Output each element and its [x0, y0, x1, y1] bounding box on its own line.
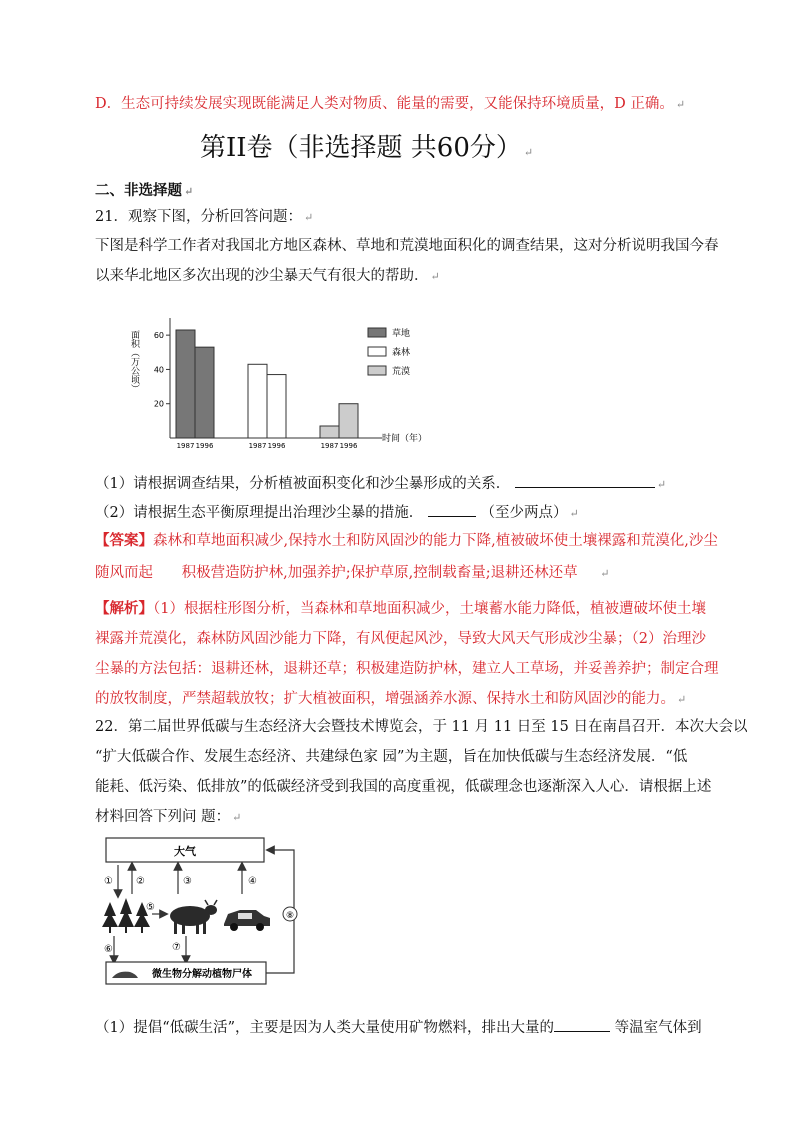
- analysis-block: 【解析】（1）根据柱形图分析，当森林和草地面积减少，土壤蓄水能力降低，植被遭破坏使土壤 裸露并荒漠化，森林防风固沙能力下降，有风便起风沙，导致大风天气形成沙尘暴；（2）治理沙 尘暴的方法包括：退耕还林，退耕还草；积极建造防护林，建立人工草场，并妥善养护；制定合理 的放牧制度，严禁超载放牧；扩大植被面积，增强涵养水源、保持水土和防风固沙的能力。 ↵: [95, 600, 719, 707]
- bar-0-1: [195, 347, 214, 438]
- x-tick-label: 1987: [176, 442, 195, 450]
- arrow-label-6: ⑥: [104, 944, 113, 955]
- arrow-label-7: ⑦: [172, 942, 181, 953]
- question-22-stem: 22．第二届世界低碳与生态经济大会暨技术博览会，于 11 月 11 日至 15 日在南昌召开．本次大会以 “扩大低碳合作、发展生态经济、共建绿色家 园”为主题，旨在加快低碳与生态经济发展．“低 能耗、低污染、低排放”的低碳经济受到我国的高度重视，低碳理念也逐渐深入人心．请根据上述 材料回答下列问 题： ↵: [95, 719, 748, 825]
- answer-line2: 随风而起 积极营造防护林,加强养护;保护草原,控制载畜量;退耕还林还草 ↵: [95, 565, 610, 581]
- legend-swatch-1: [368, 347, 386, 356]
- answer-blank: [515, 473, 655, 488]
- x-axis-label: 时间（年）: [382, 434, 428, 444]
- y-tick-label: 40: [153, 365, 164, 375]
- x-tick-label: 1987: [248, 442, 267, 450]
- x-tick-label: 1996: [195, 442, 214, 450]
- vegetation-area-chart: [120, 310, 450, 460]
- question-22-sub1: （1）提倡“低碳生活”，主要是因为人类大量使用矿物燃料，排出大量的 等温室气体到: [95, 1017, 702, 1038]
- cow-icon: [170, 900, 217, 934]
- question-21-sub2: （2）请根据生态平衡原理提出治理沙尘暴的措施． （至少两点） ↵: [95, 502, 579, 524]
- question-21-stem: 21．观察下图，分析回答问题： ↵: [95, 209, 314, 225]
- answer-blank: [554, 1017, 610, 1032]
- decomposer-label: 微生物分解动植物尸体: [152, 969, 252, 980]
- answer-line1: 【答案】森林和草地面积减少,保持水土和防风固沙的能力下降,植被破坏使土壤裸露和荒漠化,沙尘: [95, 532, 718, 549]
- question-21-sub1: （1）请根据调查结果，分析植被面积变化和沙尘暴形成的关系． ↵: [95, 473, 666, 495]
- arrow-label-4: ④: [248, 876, 257, 887]
- arrow-label-5: ⑤: [146, 902, 155, 913]
- subsection-heading: 二、非选择题 ↵: [95, 182, 194, 199]
- legend-swatch-0: [368, 328, 386, 337]
- y-tick-label: 20: [153, 399, 164, 409]
- legend-label-0: 草地: [392, 329, 411, 339]
- question-21-intro-line2: 以来华北地区多次出现的沙尘暴天气有很大的帮助． ↵: [95, 268, 440, 284]
- x-tick-label: 1996: [339, 442, 358, 450]
- atmosphere-label: 大气: [174, 845, 196, 858]
- option-d-explanation: D．生态可持续发展实现既能满足人类对物质、能量的需要，又能保持环境质量，D 正确。 ↵: [95, 96, 686, 112]
- arrow-label-8: ⑧: [285, 911, 295, 921]
- arrow-label-3: ③: [183, 876, 192, 887]
- bar-2-1: [339, 404, 358, 438]
- bar-2-0: [320, 426, 339, 438]
- y-axis-label: 面积（万公顷）: [129, 330, 139, 393]
- legend-label-2: 荒漠: [392, 367, 411, 377]
- section-title: 第II卷（非选择题 共60分） ↵: [200, 133, 534, 163]
- y-tick-label: 60: [153, 331, 164, 341]
- tree-icon: [102, 898, 150, 933]
- bar-1-0: [248, 364, 267, 438]
- x-tick-label: 1996: [267, 442, 286, 450]
- x-tick-label: 1987: [320, 442, 339, 450]
- question-21-intro-line1: 下图是科学工作者对我国北方地区森林、草地和荒漠地面积化的调查结果，这对分析说明我国今春: [95, 238, 719, 254]
- carbon-cycle-diagram: [98, 832, 308, 992]
- arrow-label-2: ②: [136, 876, 145, 887]
- car-icon: [224, 910, 270, 931]
- answer-blank: [428, 502, 476, 517]
- bar-1-1: [267, 375, 286, 438]
- legend-label-1: 森林: [392, 348, 411, 358]
- arrow-label-1: ①: [104, 876, 113, 887]
- legend-swatch-2: [368, 366, 386, 375]
- bar-0-0: [176, 330, 195, 438]
